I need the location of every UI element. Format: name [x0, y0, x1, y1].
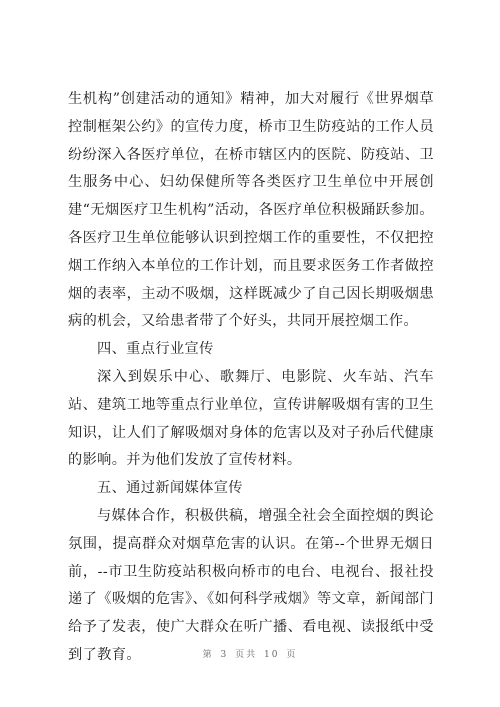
paragraph-key-industries: 深入到娱乐中心、歌舞厅、电影院、火车站、汽车站、建筑工地等重点行业单位，宣传讲解吸烟有害的卫生知识，让人们了解吸烟对身体的危害以及对子孙后代健康的影响。并为他们发放了宣传材料。: [68, 368, 434, 469]
paragraph-no-smoking-institutions: 生机构”创建活动的通知》精神，加大对履行《世界烟草控制框架公约》的宣传力度，桥市卫生防疫站的工作人员纷纷深入各医疗单位，在桥市辖区内的医院、防疫站、卫生服务中心、妇幼保健所等各类医疗卫生单位中开展创建“无烟医疗卫生机构”活动，各医疗单位积极踊跃参加。各医疗卫生单位能够认识到控烟工作的重要性，不仅把控烟工作纳入本单位的工作计划，而且要求医务工作者做控烟的表率，主动不吸烟，这样既减少了自己因长期吸烟患病的机会，又给患者带了个好头，共同开展控烟工作。: [68, 91, 434, 330]
paragraph-news-media: 与媒体合作，积极供稿，增强全社会全面控烟的舆论氛围，提高群众对烟草危害的认识。在第--个世界无烟日前，--市卫生防疫站积极向桥市的电台、电视台、报社投递了《吸烟的危害》、《如何科学戒烟》等文章，新闻部门给予了发表，使广大群众在听广播、看电视、读报纸中受到了教育。: [68, 507, 434, 663]
section-heading-news-media: 五、通过新闻媒体宣传: [97, 480, 243, 497]
footer-prefix: 第: [202, 650, 214, 660]
section-heading-key-industries: 四、重点行业宣传: [97, 341, 214, 358]
footer-middle: 页共: [235, 650, 258, 660]
footer-total-pages: 10: [264, 650, 280, 660]
footer-current-page: 3: [220, 650, 229, 660]
page-footer: [0, 647, 500, 660]
document-body: [68, 86, 434, 670]
footer-suffix: 页: [286, 650, 298, 660]
